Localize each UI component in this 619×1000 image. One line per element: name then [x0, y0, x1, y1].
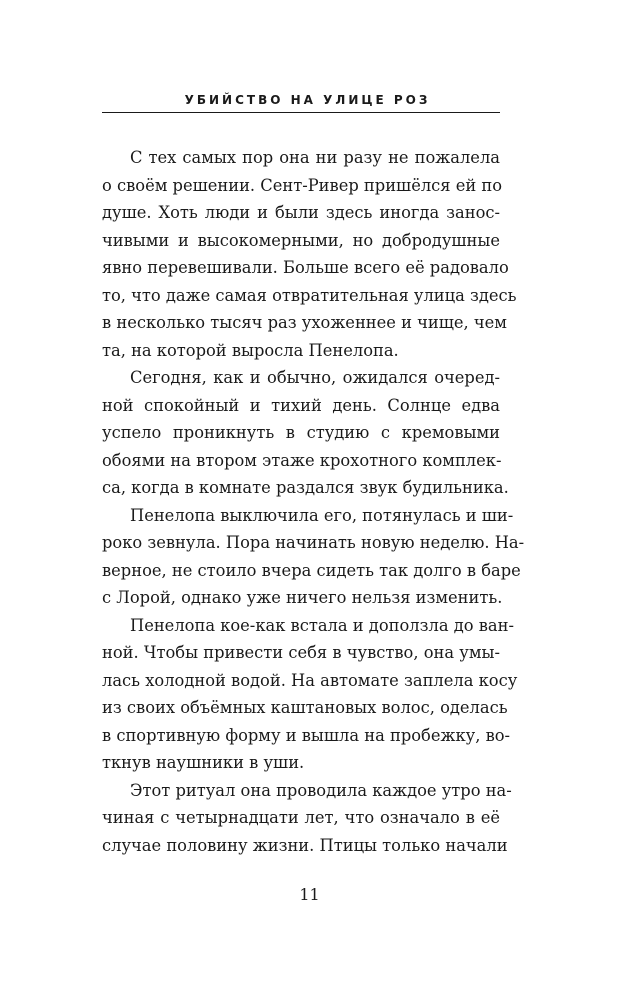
text-line: чиная с четырнадцати лет, что означало в её [102, 808, 500, 827]
running-head: УБИЙСТВО НА УЛИЦЕ РОЗ [184, 93, 431, 107]
text-line: чивыми и высокомерными, но добродушные [102, 230, 500, 250]
text-line: душе. Хоть люди и были здесь иногда занос- [102, 203, 500, 222]
text-line: са, когда в комнате раздался звук будильника. [102, 478, 509, 497]
text-line: лась холодной водой. На автомате заплела косу [102, 670, 518, 690]
header-rule [102, 112, 500, 113]
text-line: Этот ритуал она проводила каждое утро на- [130, 780, 512, 800]
text-line: Сегодня, как и обычно, ожидался очеред- [130, 368, 500, 387]
text-line: явно перевешивали. Больше всего её радовало [102, 258, 509, 277]
text-line: ной спокойный и тихий день. Солнце едва [102, 395, 500, 415]
text-line: успело проникнуть в студию с кремовыми [102, 423, 500, 442]
text-line: с Лорой, однако уже ничего нельзя изменить. [102, 588, 503, 607]
text-line: о своём решении. Сент-Ривер пришёлся ей по [102, 175, 503, 195]
text-line: обоями на втором этаже крохотного комплек- [102, 450, 502, 470]
text-line: ной. Чтобы привести себя в чувство, она умы- [102, 643, 500, 662]
text-line: в спортивную форму и вышла на пробежку, во- [102, 725, 511, 745]
text-line: из своих объёмных каштановых волос, оделась [102, 698, 508, 717]
text-line: верное, не стоило вчера сидеть так долго в баре [102, 560, 521, 580]
text-line: роко зевнула. Пора начинать новую неделю. На- [102, 533, 525, 552]
text-line: Пенелопа выключила его, потянулась и ши- [130, 505, 514, 525]
text-line: то, что даже самая отвратительная улица здесь [102, 285, 517, 305]
text-line: случае половину жизни. Птицы только начали [102, 835, 508, 855]
page-number: 11 [299, 885, 320, 904]
text-line: в несколько тысяч раз ухоженнее и чище, чем [102, 313, 507, 332]
body-text [102, 144, 525, 859]
text-line: Пенелопа кое-как встала и доползла до ван- [130, 615, 514, 635]
text-line: ткнув наушники в уши. [102, 753, 305, 772]
text-line: С тех самых пор она ни разу не пожалела [130, 148, 500, 167]
text-line: та, на которой выросла Пенелопа. [102, 340, 399, 360]
